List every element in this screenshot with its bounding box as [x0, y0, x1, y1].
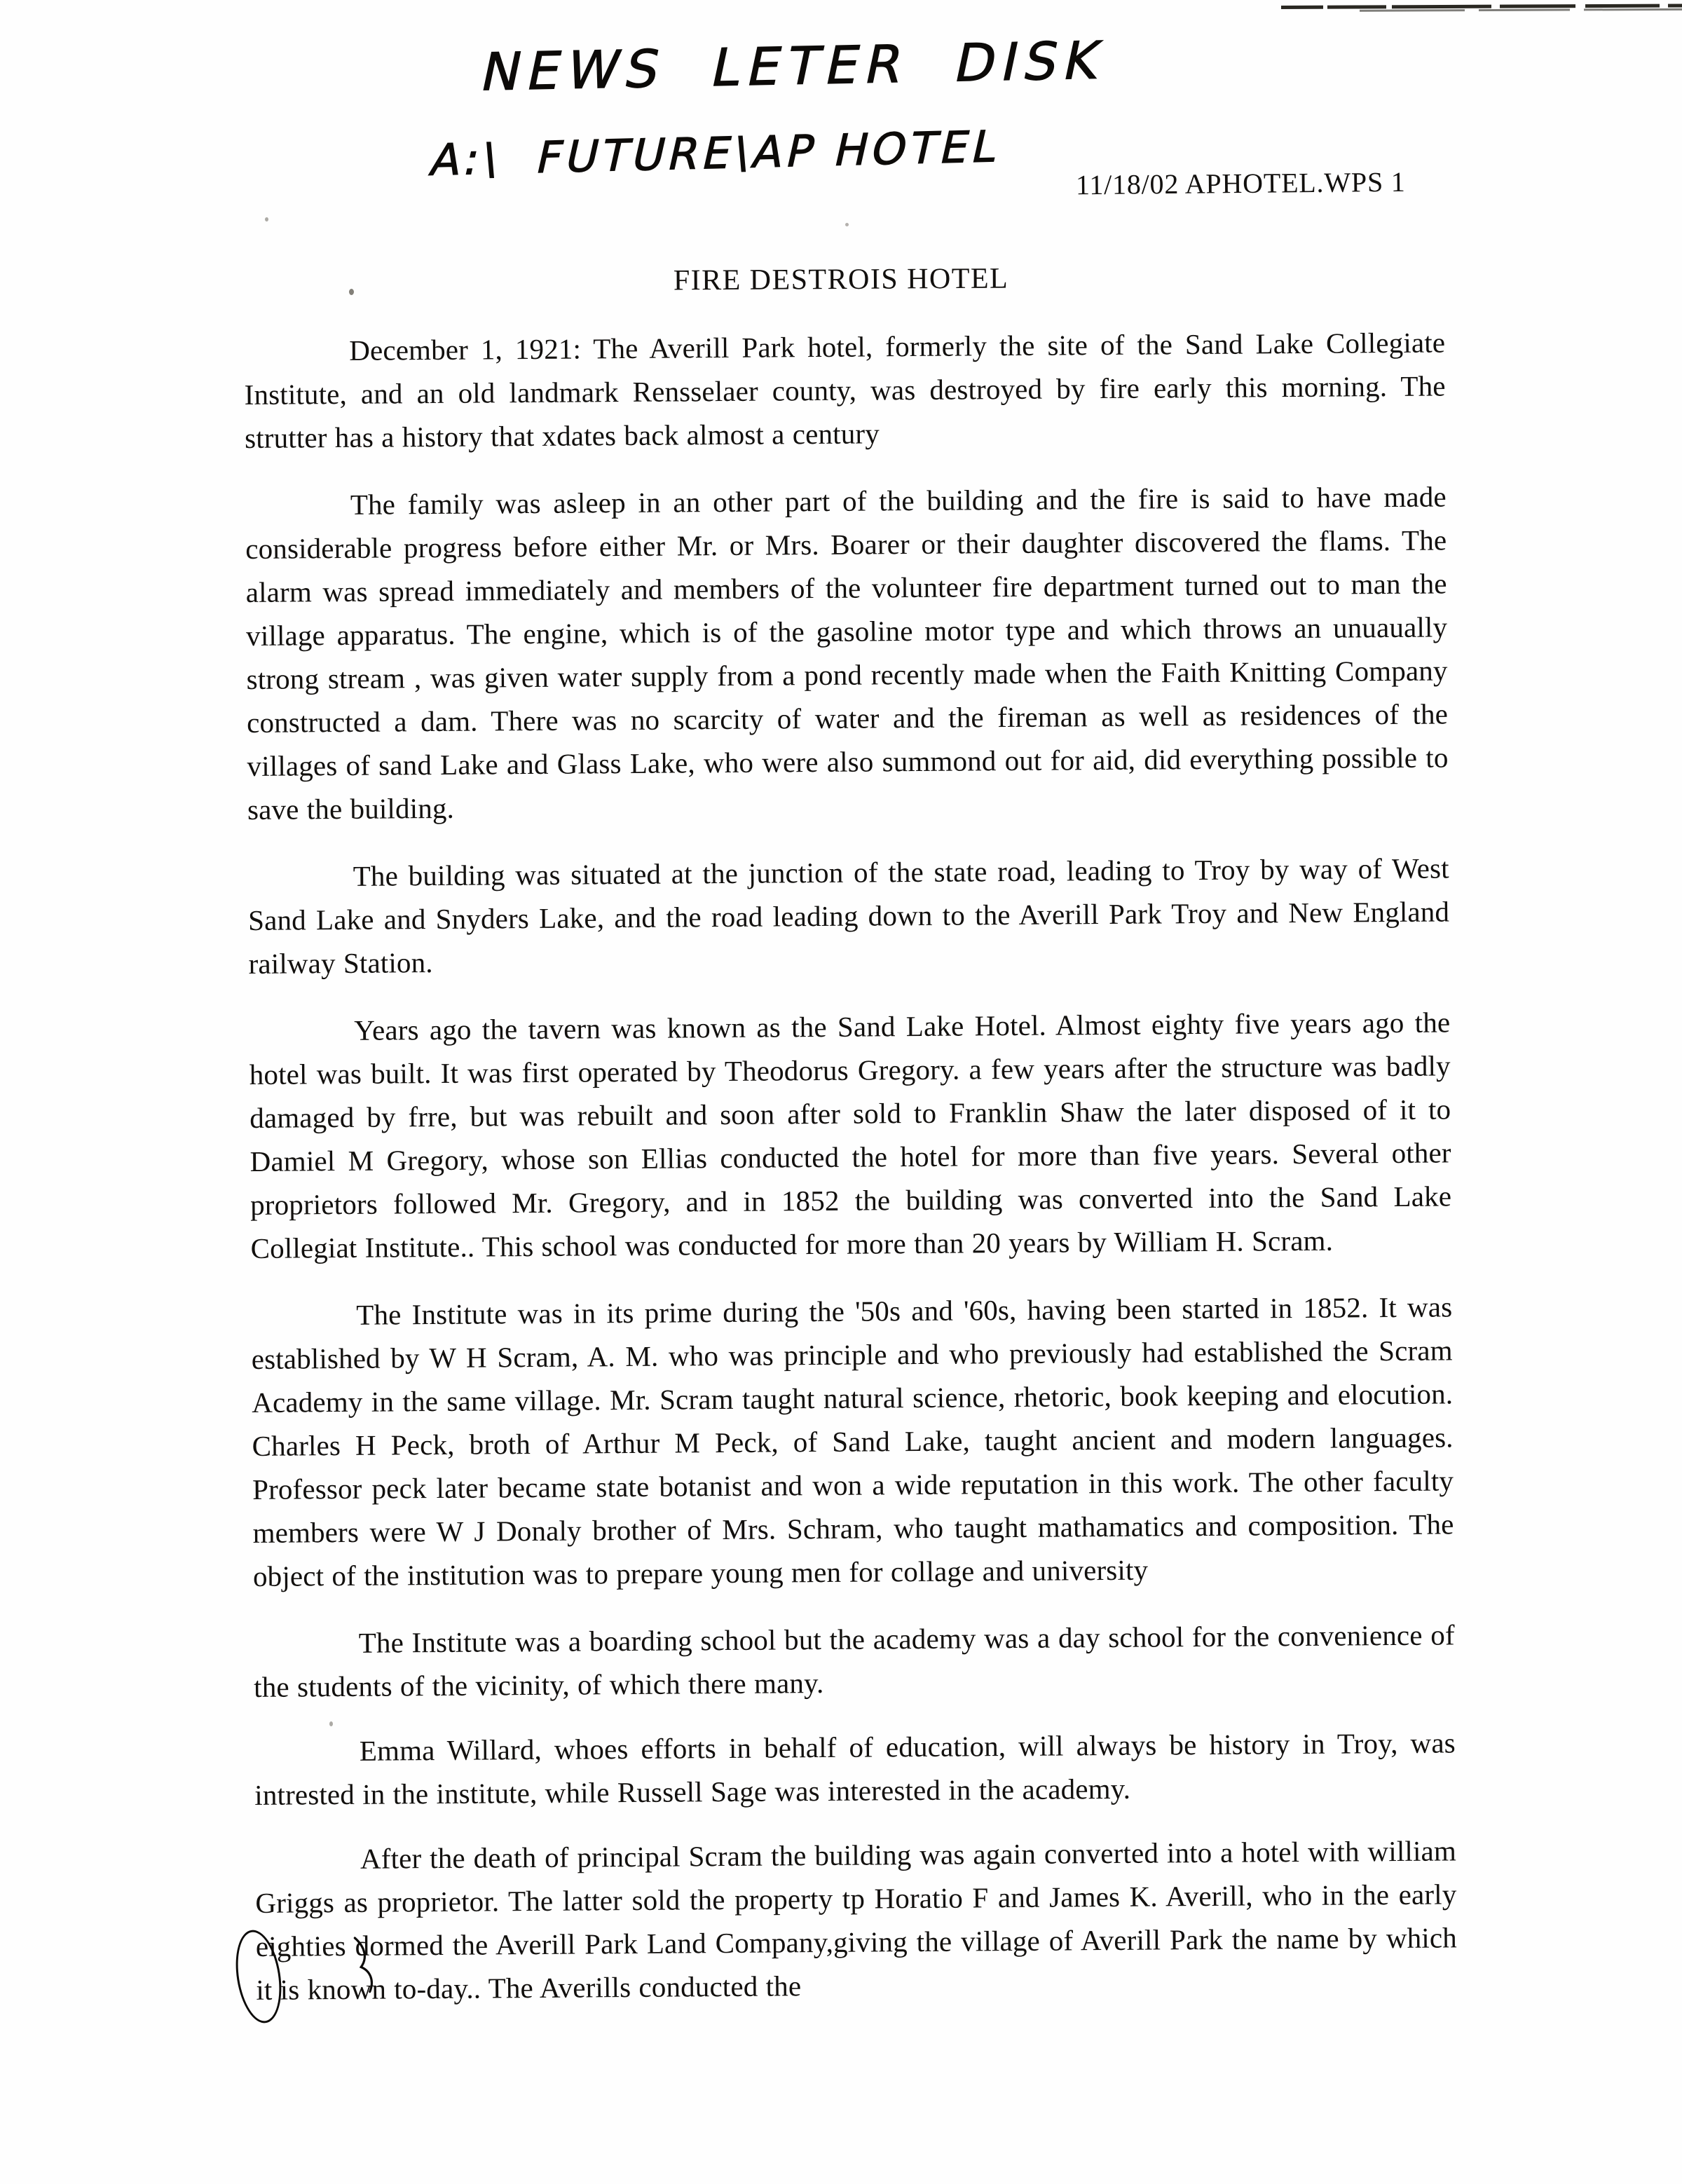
- paragraph: The building was situated at the junction of the state road, leading to Troy by way of West Sand Lake and Snyders Lake, and the road leading down to the Averill Park Troy and New England railway Station.: [248, 852, 1450, 980]
- paragraph: After the death of principal Scram the building was again converted into a hotel with william Griggs as proprietor. The latter sold the property tp Horatio F and James K. Averill, who in the early eighties dormed the Averill Park Land Company,giving the village of Averill Park the name by which it is known to-day.. The Averills conducted the: [255, 1834, 1458, 2006]
- paragraph: December 1, 1921: The Averill Park hotel, formerly the site of the Sand Lake Collegiate Institute, and an old landmark Rensselaer county, was destroyed by fire early this morning. The strutter has a history that xdates back almost a century: [244, 326, 1446, 454]
- handwritten-file-path: A:\ FUTURE\AP HOTEL: [425, 121, 1007, 186]
- paragraph: The Institute was in its prime during the '50s and '60s, having been started in 1852. It was established by W H Scram, A. M. who was principle and who previously had established the Scram Academy in the same village. Mr. Scram taught natural science, rhetoric, book keeping and elocution. Charles H Peck, broth of Arthur M Peck, of Sand Lake, taught ancient and modern languages. Professor peck later became state botanist and won a wide reputation in this work. The other faculty members were W J Donaly brother of Mrs. Schram, who taught mathamatics and composition. The object of the institution was to prepare young men for collage and university: [251, 1290, 1454, 1592]
- scan-artifact-rule-secondary: [1332, 8, 1682, 12]
- paragraph: Emma Willard, whoes efforts in behalf of education, will always be history in Troy, was intrested in the institute, while Russell Sage was interested in the academy.: [254, 1726, 1456, 1811]
- scan-speck: [349, 289, 354, 295]
- article-headline: FIRE DESTROIS HOTEL: [673, 262, 1009, 297]
- paragraph: Years ago the tavern was known as the Sand Lake Hotel. Almost eighty five years ago the hotel was built. It was first operated by Theodorus Gregory. a few years after the structure was badly damaged by frre, but was rebuilt and soon after sold to Franklin Shaw the later disposed of it to Damiel M Gregory, whose son Ellias conducted the hotel for more than five years. Several other proprietors followed Mr. Gregory, and in 1852 the building was converted into the Sand Lake Collegiat Institute.. This school was conducted for more than 20 years by William H. Scram.: [249, 1006, 1452, 1264]
- proofreader-caret-mark: [352, 1934, 380, 1995]
- scan-speck: [845, 223, 849, 226]
- scan-speck: [329, 1721, 333, 1726]
- paragraph: The Institute was a boarding school but the academy was a day school for the convenience of the students of the vicinity, of which there many.: [254, 1618, 1455, 1703]
- article-body: [244, 320, 1458, 2011]
- document-meta-line: 11/18/02 APHOTEL.WPS 1: [1075, 165, 1406, 201]
- scan-speck: [265, 217, 268, 221]
- paragraph: The family was asleep in an other part of the building and the fire is said to have made considerable progress before either Mr. or Mrs. Boarer or their daughter discovered the flams. The alarm was spread immediately and members of the volunteer fire department turned out to man the village apparatus. The engine, which is of the gasoline motor type and which throws an unuaually strong stream , was given water supply from a pond recently made when the Faith Knitting Company constructed a dam. There was no scarcity of water and the fireman as well as residences of the villages of sand Lake and Glass Lake, who were also summond out for aid, did everything possible to save the building.: [245, 480, 1449, 826]
- handwritten-disk-label: NEWS LETER DISK: [476, 30, 1112, 103]
